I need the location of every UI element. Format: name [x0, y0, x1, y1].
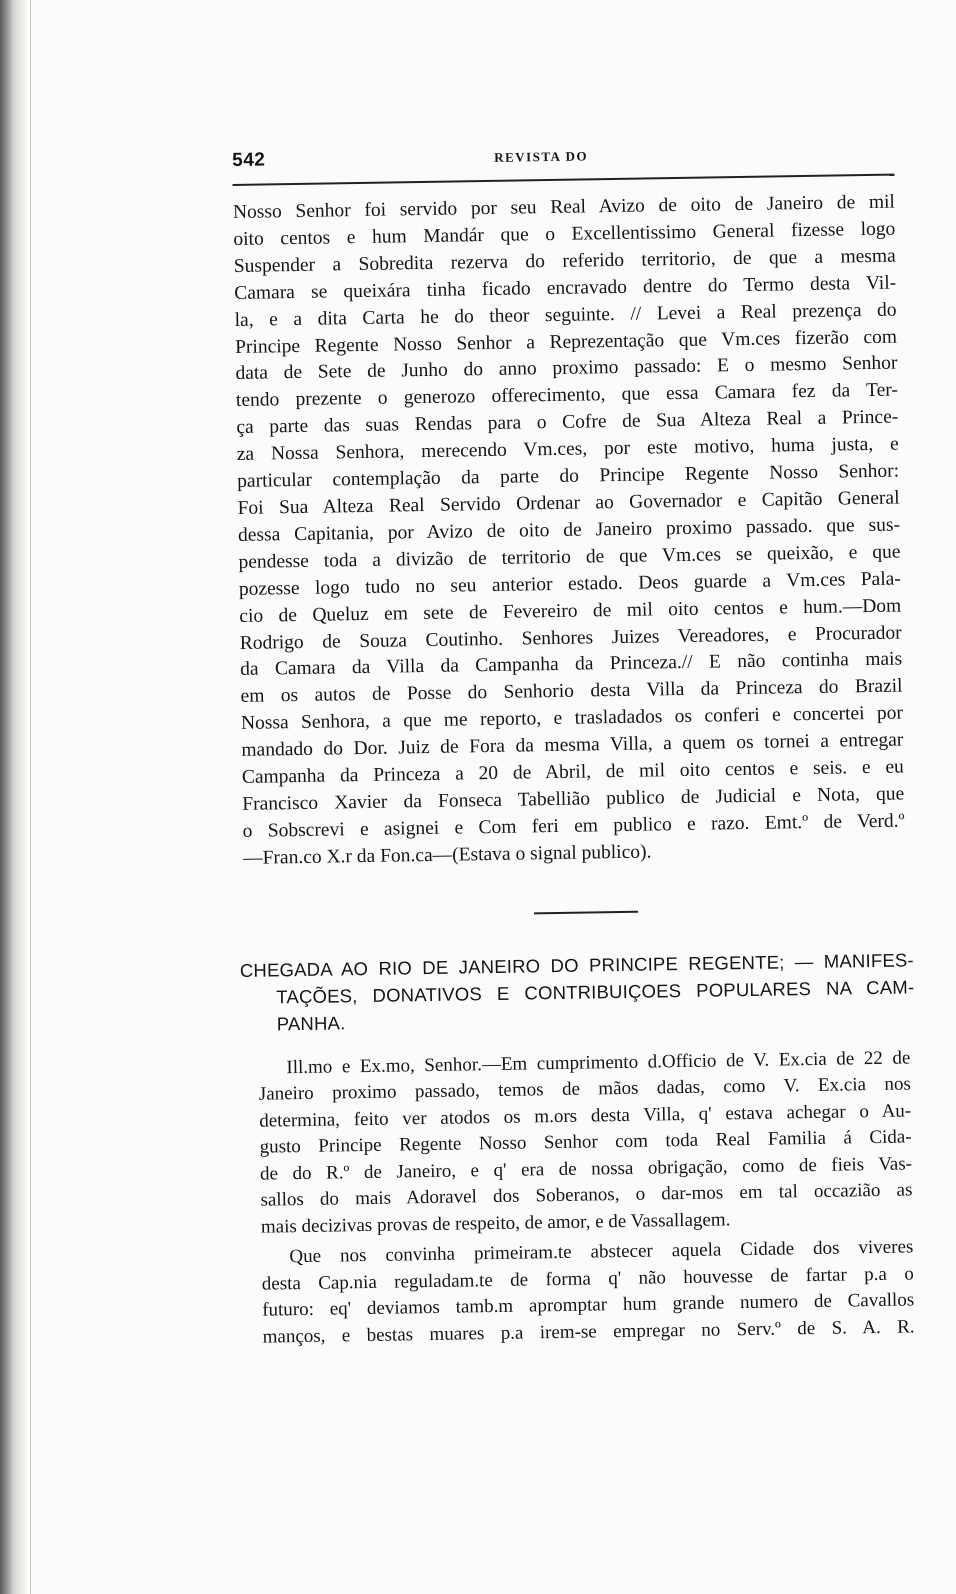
body-paragraph — [233, 190, 905, 873]
text-line: Francisco Xavier da Fonseca Tabellião publico de Judicial e Nota, que — [242, 783, 905, 815]
text-line: Camara se queixára tinha ficado encravado dentre do Termo desta Vil- — [234, 272, 897, 304]
text-line: ça parte das suas Rendas para o Cofre de Sua Alteza Real a Prince- — [236, 406, 899, 439]
running-head: REVISTA DO — [494, 148, 589, 165]
section-separator — [534, 910, 638, 914]
text-line: Nosso Senhor foi servido por seu Real Avizo de oito de Janeiro de mil — [232, 191, 896, 223]
text-line: o Sobscrevi e asignei e Com feri em publico e razo. Emt.º de Verd.º — [242, 810, 905, 842]
section-title-line: CHEGADA AO RIO DE JANEIRO DO PRINCIPE REGENTE; — MANIFES- — [239, 949, 914, 981]
text-line: particular contemplação da parte do Principe Regente Nosso Senhor: — [237, 460, 900, 493]
text-line: data de Sete de Junho do anno proximo passado: E o mesmo Senhor — [235, 353, 898, 385]
text-line: mandado do Dor. Juiz de Fora da mesma Villa, a quem os tornei a entregar — [241, 729, 904, 762]
letter-line: Que nos convinha primeiram.te abstecer aquela Cidade dos viveres — [289, 1236, 914, 1268]
section-title — [240, 946, 915, 1038]
letter-line: sallos do mais Adoravel dos Soberanos, o dar-mos em tal occazião as — [260, 1179, 913, 1211]
letter-line: gusto Principe Regente Nosso Senhor com toda Real Familia á Cida- — [259, 1126, 912, 1158]
text-line: Foi Sua Alteza Real Servido Ordenar ao Governador e Capitão General — [237, 487, 900, 519]
text-line: em os autos de Posse do Senhorio desta Villa da Princeza do Brazil — [240, 675, 903, 708]
text-line: Nossa Senhora, a que me reporto, e trasladados os conferi e concertei por — [240, 702, 904, 735]
letter-line: manços, e bestas muares p.a irem-se empregar no Serv.º de S. A. R. — [262, 1316, 915, 1348]
section-title-line: TAÇÕES, DONATIVOS E CONTRIBUIÇOES POPULARES NA CAM- — [276, 976, 915, 1008]
text-line: pozesse logo tudo no seu anterior estado. Deos guarde a Vm.ces Pala- — [238, 568, 901, 600]
letter-line: desta Cap.nia reguladam.te de forma q' não houvesse de fartar p.a o — [261, 1263, 914, 1295]
text-line: —Fran.co X.r da Fon.ca—(Estava o signal publico). — [242, 841, 652, 869]
section-title-line: PANHA. — [276, 1011, 346, 1035]
text-line: da Camara da Villa da Campanha da Princeza.// E não continha mais — [240, 648, 903, 681]
text-line: Campanha da Princeza a 20 de Abril, de mil oito centos e seis. e eu — [241, 756, 904, 788]
text-line: cio de Queluz em sete de Fevereiro de mil oito centos e hum.—Dom — [239, 595, 902, 627]
text-line: Suspender a Sobredita rezerva do referido territorio, de que a mesma — [233, 245, 896, 277]
text-line: Rodrigo de Souza Coutinho. Senhores Juizes Vereadores, e Procurador — [239, 622, 902, 654]
letter-line: Ill.mo e Ex.mo, Senhor.—Em cumprimento d.Officio de V. Ex.cia de 22 de — [286, 1047, 911, 1078]
text-line: pendesse toda a divizão de territorio de que Vm.ces se queixão, e que — [238, 541, 901, 573]
letter-line: Janeiro proximo passado, temos de mãos dadas, como V. Ex.cia nos — [258, 1073, 911, 1105]
text-line: oito centos e hum Mandár que o Excellentissimo General fizesse logo — [233, 218, 896, 250]
text-line: la, e a dita Carta he do theor seguinte. // Levei a Real prezença do — [234, 299, 897, 331]
letter-line: mais decizivas provas de respeito, de amor, e de Vassallagem. — [260, 1208, 731, 1238]
letter-text — [258, 1045, 915, 1351]
page-header — [232, 140, 893, 190]
header-rule — [233, 174, 895, 186]
page-number: 542 — [232, 149, 266, 171]
letter-line: de do R.º de Janeiro, e q' era de nossa obrigação, como de fieis Vas- — [259, 1153, 913, 1185]
text-line: Principe Regente Nosso Senhor a Reprezentação que Vm.ces fizerão com — [234, 326, 898, 358]
letter-line: determina, feito ver atodos os m.ors desta Villa, q' estava achegar o Au- — [259, 1100, 912, 1132]
gutter-line — [30, 0, 31, 1594]
text-line: dessa Capitania, por Avizo de oito de Janeiro proximo passado. que sus- — [237, 514, 901, 546]
book-binding-edge — [0, 0, 26, 1594]
text-line: tendo prezente o generozo offerecimento, que essa Camara fez da Ter- — [235, 379, 899, 412]
letter-line: futuro: eq' deviamos tamb.m apromptar hum grande numero de Cavallos — [262, 1289, 915, 1321]
book-page — [232, 139, 921, 1351]
text-line: za Nossa Senhora, merecendo Vm.ces, por este motivo, huma justa, e — [236, 433, 899, 466]
